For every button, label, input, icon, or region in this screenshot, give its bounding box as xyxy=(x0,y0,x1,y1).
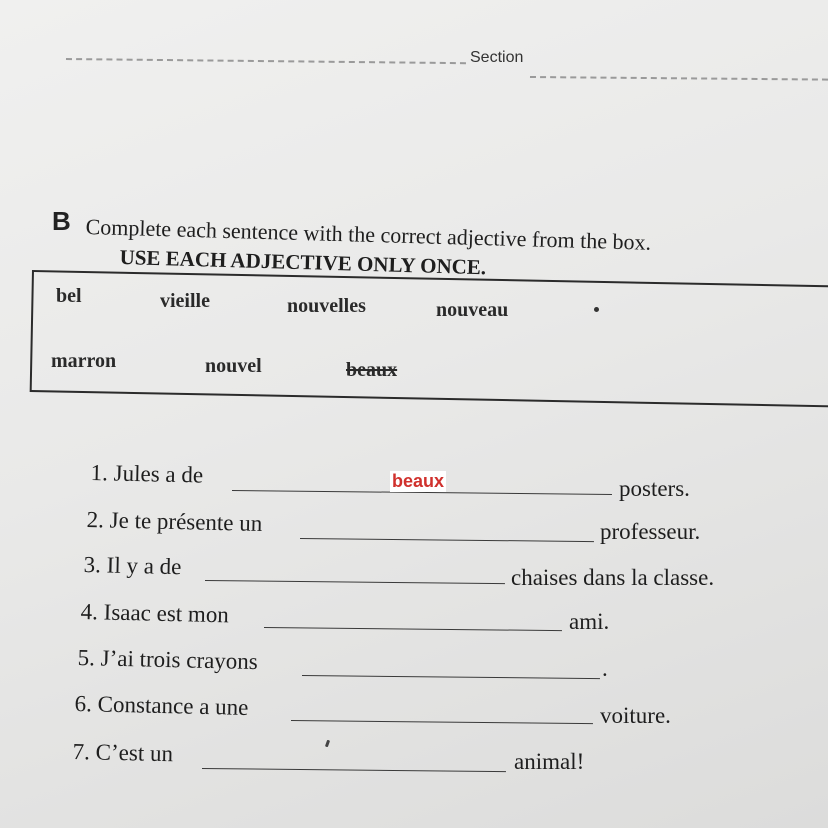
box-speck xyxy=(594,307,599,312)
exercise-6-ending: voiture. xyxy=(600,703,671,728)
exercise-5-blank[interactable] xyxy=(302,675,600,679)
exercise-2-prompt: 2. Je te présente un xyxy=(86,507,263,536)
exercise-4-ending: ami. xyxy=(569,609,610,634)
word-beaux-crossed-out: beaux xyxy=(346,359,398,381)
word-vieille: vieille xyxy=(160,290,210,312)
exercise-4-prompt: 4. Isaac est mon xyxy=(80,599,230,628)
header-dashed-line-right xyxy=(530,76,828,81)
exercise-1-ending: posters. xyxy=(619,476,690,501)
exercise-6-prompt: 6. Constance a une xyxy=(74,691,249,720)
exercise-4-blank[interactable] xyxy=(264,627,562,631)
exercise-2-ending: professeur. xyxy=(600,519,701,544)
pencil-speck xyxy=(325,740,330,748)
exercise-7-ending: animal! xyxy=(514,749,585,774)
instruction-text: Complete each sentence with the correct adjective from the box. xyxy=(85,214,652,255)
instruction-rule: USE EACH ADJECTIVE ONLY ONCE. xyxy=(119,245,487,280)
word-bel: bel xyxy=(56,285,82,307)
exercise-5-ending: . xyxy=(602,656,608,681)
exercise-letter: B xyxy=(52,206,71,236)
exercise-1-prompt: 1. Jules a de xyxy=(90,460,204,488)
exercise-2-blank[interactable] xyxy=(300,538,594,542)
section-label: Section xyxy=(470,49,524,66)
exercise-6-blank[interactable] xyxy=(291,720,593,724)
exercise-3-prompt: 3. Il y a de xyxy=(83,552,182,580)
exercise-7-blank[interactable] xyxy=(202,768,506,772)
word-nouvelles: nouvelles xyxy=(287,295,366,317)
header-dashed-line-left xyxy=(66,58,466,64)
exercise-3-ending: chaises dans la classe. xyxy=(511,565,715,590)
exercise-1-answer: beaux xyxy=(392,471,445,491)
exercise-3-blank[interactable] xyxy=(205,580,505,584)
word-marron: marron xyxy=(51,350,117,372)
exercise-7-prompt: 7. C’est un xyxy=(72,739,174,767)
word-nouvel: nouvel xyxy=(205,355,262,377)
exercise-5-prompt: 5. J’ai trois crayons xyxy=(77,645,259,675)
adjective-box xyxy=(30,270,828,408)
word-nouveau: nouveau xyxy=(436,299,509,321)
